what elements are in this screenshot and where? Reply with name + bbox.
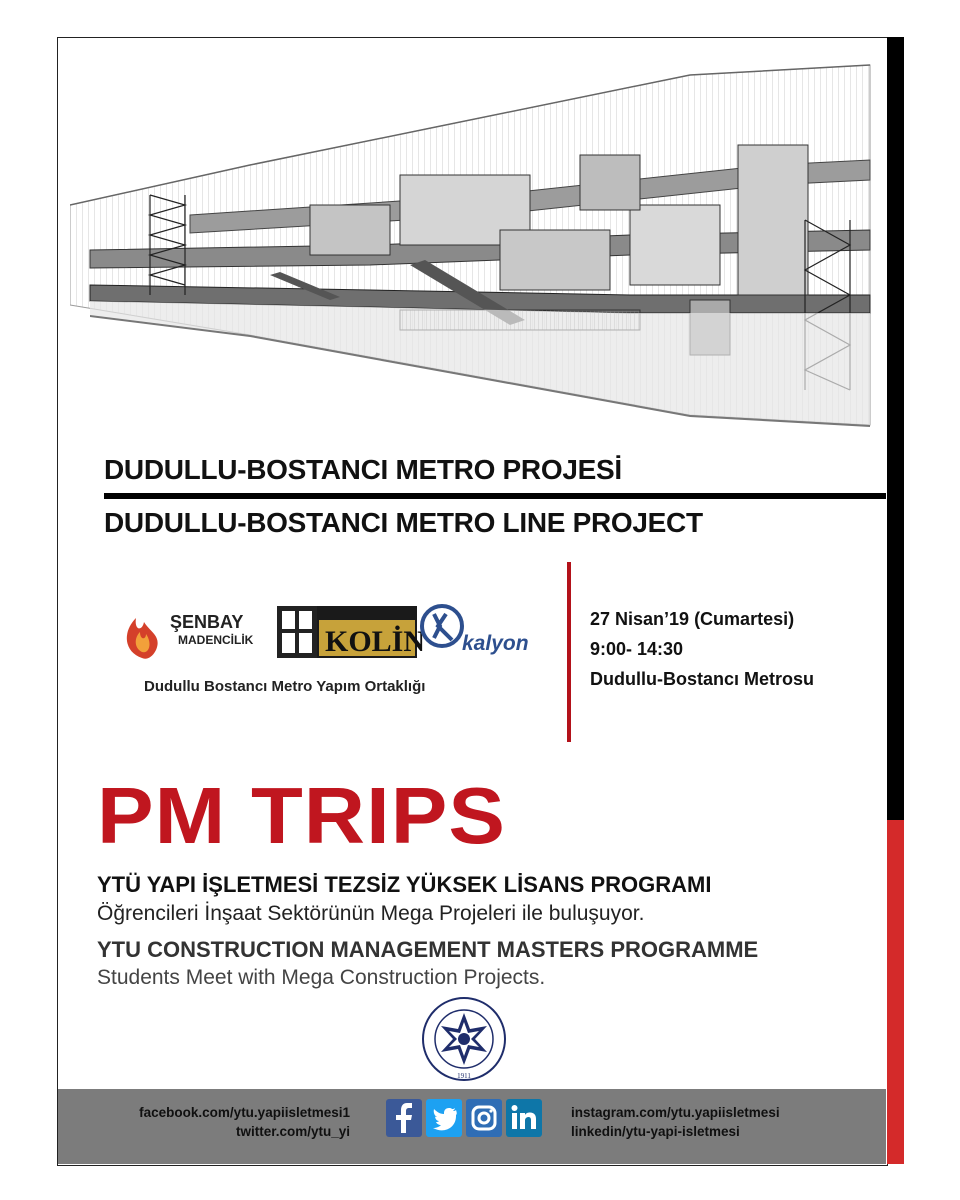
project-title-en: DUDULLU-BOSTANCI METRO LINE PROJECT	[104, 507, 703, 538]
instagram-link[interactable]: instagram.com/ytu.yapiisletmesi	[571, 1105, 780, 1120]
kalyon-logo	[422, 606, 529, 655]
project-title-tr: DUDULLU-BOSTANCI METRO PROJESİ	[104, 454, 622, 485]
facebook-icon[interactable]	[386, 1099, 422, 1137]
sponsor-logos	[122, 600, 542, 662]
program-subtitle-en: Students Meet with Mega Construction Projects.	[97, 966, 546, 989]
partnership-caption: Dudullu Bostancı Metro Yapım Ortaklığı	[144, 678, 426, 695]
event-time: 9:00- 14:30	[590, 639, 684, 659]
kolin-text: KOLİN	[325, 625, 426, 658]
footer-right-links	[571, 1103, 780, 1141]
right-accent-bar-red	[887, 820, 904, 1164]
seal-year: 1911	[457, 1072, 471, 1080]
social-icons	[386, 1099, 542, 1137]
twitter-icon[interactable]	[426, 1099, 462, 1137]
university-seal	[418, 996, 510, 1082]
title-divider	[104, 493, 886, 499]
program-title-en: YTU CONSTRUCTION MANAGEMENT MASTERS PROGRAMME	[97, 937, 759, 962]
pm-trips-banner: PM TRIPS	[97, 771, 506, 860]
instagram-icon[interactable]	[466, 1099, 502, 1137]
program-subtitle-tr: Öğrencileri İnşaat Sektörünün Mega Projeleri ile buluşuyor.	[97, 902, 645, 925]
linkedin-icon[interactable]	[506, 1099, 542, 1137]
senbay-logo	[127, 612, 254, 659]
twitter-link[interactable]: twitter.com/ytu_yi	[235, 1124, 350, 1139]
linkedin-link[interactable]: linkedin/ytu-yapi-isletmesi	[571, 1124, 740, 1139]
footer-left-links	[139, 1103, 350, 1141]
madencilik-text: MADENCİLİK	[178, 633, 254, 647]
event-location: Dudullu-Bostancı Metrosu	[590, 669, 814, 689]
facebook-link[interactable]: facebook.com/ytu.yapiisletmesi1	[139, 1105, 350, 1120]
senbay-text: ŞENBAY	[170, 612, 244, 632]
right-accent-bar-black	[887, 37, 904, 820]
kolin-logo	[277, 606, 425, 658]
event-info	[590, 604, 814, 694]
footer-bar	[58, 1089, 886, 1164]
event-date: 27 Nisan’19 (Cumartesi)	[590, 609, 795, 629]
vertical-divider	[567, 562, 571, 742]
kalyon-text: kalyon	[462, 632, 529, 655]
program-title-tr: YTÜ YAPI İŞLETMESİ TEZSİZ YÜKSEK LİSANS PROGRAMI	[97, 872, 712, 897]
metro-station-render	[70, 55, 875, 435]
